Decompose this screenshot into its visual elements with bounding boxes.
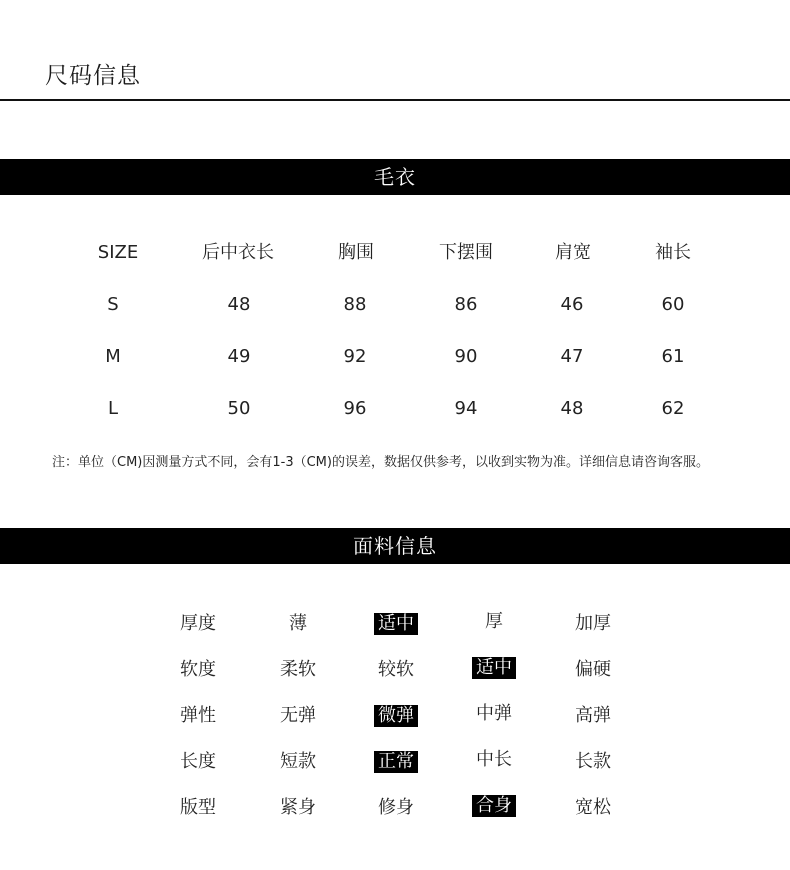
fabric-attr-label: 软度 <box>180 659 216 680</box>
fabric-option: 较软 <box>378 659 414 680</box>
fabric-option: 宽松 <box>575 797 611 818</box>
fabric-option: 中弹 <box>476 703 512 724</box>
fabric-attr-label: 版型 <box>180 797 216 818</box>
size-table-header-sleeve: 袖长 <box>655 242 691 263</box>
size-table-header-chest: 胸围 <box>338 242 374 263</box>
page-title: 尺码信息 <box>45 63 141 89</box>
fabric-attr-label: 长度 <box>180 751 216 772</box>
size-table-cell: 94 <box>454 398 478 419</box>
fabric-attr-label: 弹性 <box>180 705 216 726</box>
fabric-option-selected: 适中 <box>346 612 446 636</box>
fabric-option-selected: 微弹 <box>346 704 446 728</box>
size-table-header-back-length: 后中衣长 <box>202 242 274 263</box>
size-table-cell: 49 <box>227 346 251 367</box>
fabric-option: 加厚 <box>575 613 611 634</box>
size-table-header-shoulder: 肩宽 <box>555 242 591 263</box>
size-table-cell: S <box>107 294 119 315</box>
fabric-option: 长款 <box>575 751 611 772</box>
size-table-header-size: SIZE <box>97 242 139 263</box>
fabric-option: 柔软 <box>280 659 316 680</box>
fabric-attr-label: 厚度 <box>180 613 216 634</box>
fabric-option: 高弹 <box>575 705 611 726</box>
size-table-cell: 50 <box>227 398 251 419</box>
measurement-note: 注：单位（CM)因测量方式不同，会有1-3（CM)的误差，数据仅供参考，以收到实物为准。详细信息请咨询客服。 <box>52 455 709 470</box>
size-table-cell: 48 <box>560 398 584 419</box>
size-table-cell: 90 <box>454 346 478 367</box>
size-table-cell: 92 <box>343 346 367 367</box>
fabric-option: 紧身 <box>280 797 316 818</box>
fabric-option: 薄 <box>289 613 307 634</box>
size-table-cell: 47 <box>560 346 584 367</box>
fabric-option: 厚 <box>485 611 503 632</box>
size-table-cell: 88 <box>343 294 367 315</box>
fabric-option: 偏硬 <box>575 659 611 680</box>
fabric-option-selected: 合身 <box>444 794 544 818</box>
size-table-cell: L <box>107 398 119 419</box>
fabric-option-selected: 正常 <box>346 750 446 774</box>
fabric-option: 无弹 <box>280 705 316 726</box>
size-table-cell: 86 <box>454 294 478 315</box>
fabric-option-selected: 适中 <box>444 656 544 680</box>
sweater-section-band: 毛衣 <box>0 159 790 195</box>
fabric-option: 中长 <box>476 749 512 770</box>
size-table-header-hem: 下摆围 <box>439 242 493 263</box>
fabric-option: 修身 <box>378 797 414 818</box>
size-table-cell: 96 <box>343 398 367 419</box>
size-table-cell: 61 <box>661 346 685 367</box>
size-table-cell: 48 <box>227 294 251 315</box>
size-table-cell: 46 <box>560 294 584 315</box>
size-table-cell: M <box>105 346 121 367</box>
fabric-section-band: 面料信息 <box>0 528 790 564</box>
size-table-cell: 60 <box>661 294 685 315</box>
size-table-cell: 62 <box>661 398 685 419</box>
fabric-option: 短款 <box>280 751 316 772</box>
title-divider <box>0 99 790 101</box>
